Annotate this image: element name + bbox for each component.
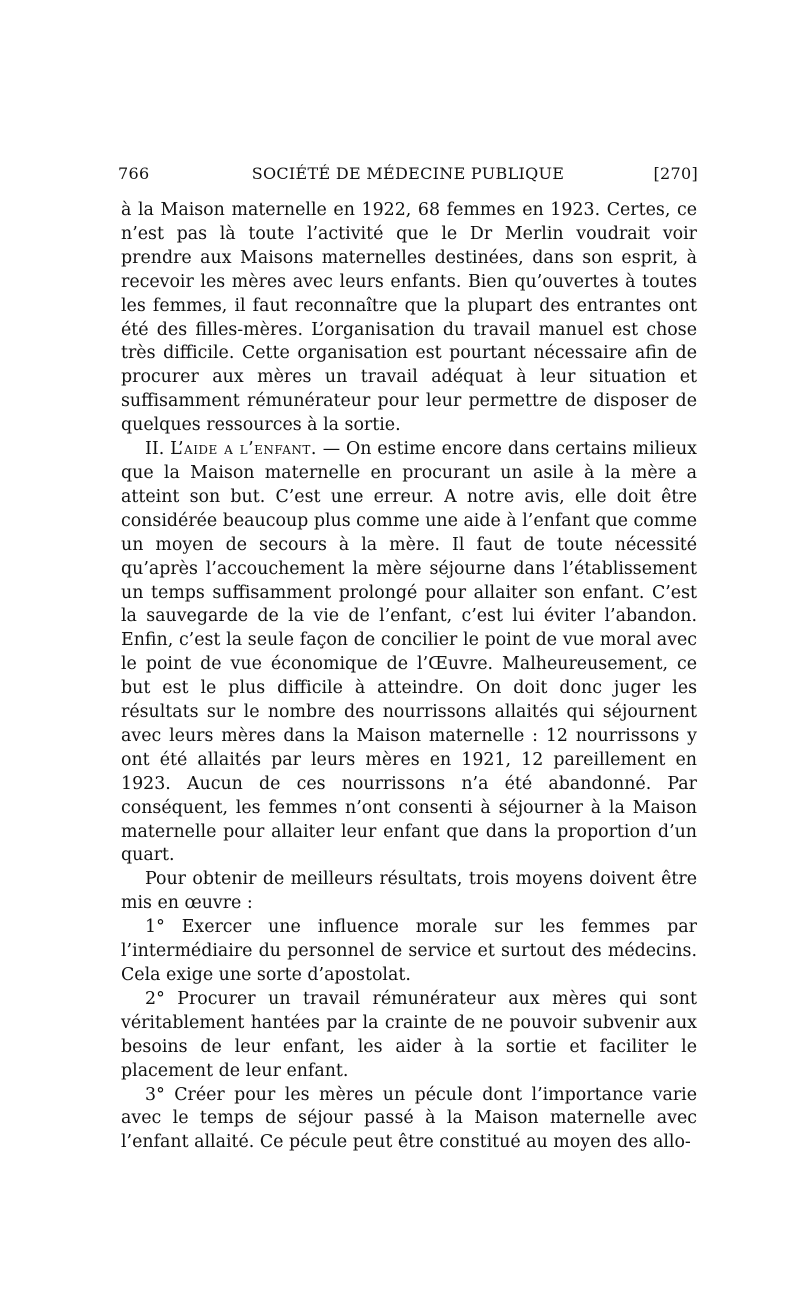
paragraph-2-text: — On estime encore dans certains milieux que la Maison maternelle en procurant un asile à la mère a atteint son but. C’est une erreur. A notre avis, elle doit être considérée beaucoup plus comme une aide à l’enfant que comme un moyen de secours à la mère. Il faut de toute nécessité qu’après l’accouchement la mère séjourne dans l’établissement un temps suffisamment prolongé pour allaiter son enfant. C’est la sauvegarde de la vie de l’enfant, c’est lui éviter l’abandon. Enfin, c’est la seule façon de concilier le point de vue moral avec le point de vue économique de l’Œuvre. Malheureusement, ce but est le plus difficile à atteindre. On doit donc juger les résultats sur le nombre des nourrissons allaités qui séjournent avec leurs mères dans la Maison maternelle : 12 nourrissons y ont été allaités par leurs mères en 1921, 12 pareillement en 1923. Aucun de ces nourrissons n’a été abandonné. Par conséquent, les femmes n’ont consenti à séjourner à la Maison maternelle pour allaiter leur enfant que dans la proportion d’un quart. — [121, 439, 697, 866]
section-heading: L’aide a l’enfant. — [170, 439, 317, 460]
paragraph-1: à la Maison maternelle en 1922, 68 femmes en 1923. Certes, ce n’est pas là toute l’activité que le Dr Merlin voudrait voir prendre aux Maisons maternelles destinées, dans son esprit, à recevoir les mères avec leurs enfants. Bien qu’ouvertes à toutes les femmes, il faut reconnaître que la plupart des entrantes ont été des filles-mères. L’organisation du travail manuel est chose très difficile. Cette organisation est pourtant nécessaire afin de procurer aux mères un travail adéquat à leur situation et suffisamment rémunérateur pour leur permettre de disposer de quelques ressources à la sortie. — [121, 200, 697, 436]
list-item-1: 1° Exercer une influence morale sur les femmes par l’intermédiaire du personnel de service et surtout des médecins. Cela exige une sorte d’apostolat. — [121, 917, 697, 985]
list-item-3: 3° Créer pour les mères un pécule dont l’importance varie avec le temps de séjour passé à la Maison maternelle avec l’enfant allaité. Ce pécule peut être constitué au moyen des allo- — [121, 1084, 697, 1153]
page-reference: [270] — [653, 164, 698, 183]
paragraph-3: Pour obtenir de meilleurs résultats, trois moyens doivent être mis en œuvre : — [121, 869, 697, 914]
section-number: II. — [145, 439, 165, 460]
running-title: SOCIÉTÉ DE MÉDECINE PUBLIQUE — [251, 164, 565, 183]
list-item-2: 2° Procurer un travail rémunérateur aux mères qui sont véritablement hantées par la crainte de ne pouvoir subvenir aux besoins de leur enfant, les aider à la sortie et faciliter le placement de leur enfant. — [121, 988, 697, 1081]
body-text — [121, 199, 697, 1155]
page-number: 766 — [118, 164, 150, 183]
running-header — [118, 164, 698, 188]
paragraph-2 — [121, 438, 697, 868]
